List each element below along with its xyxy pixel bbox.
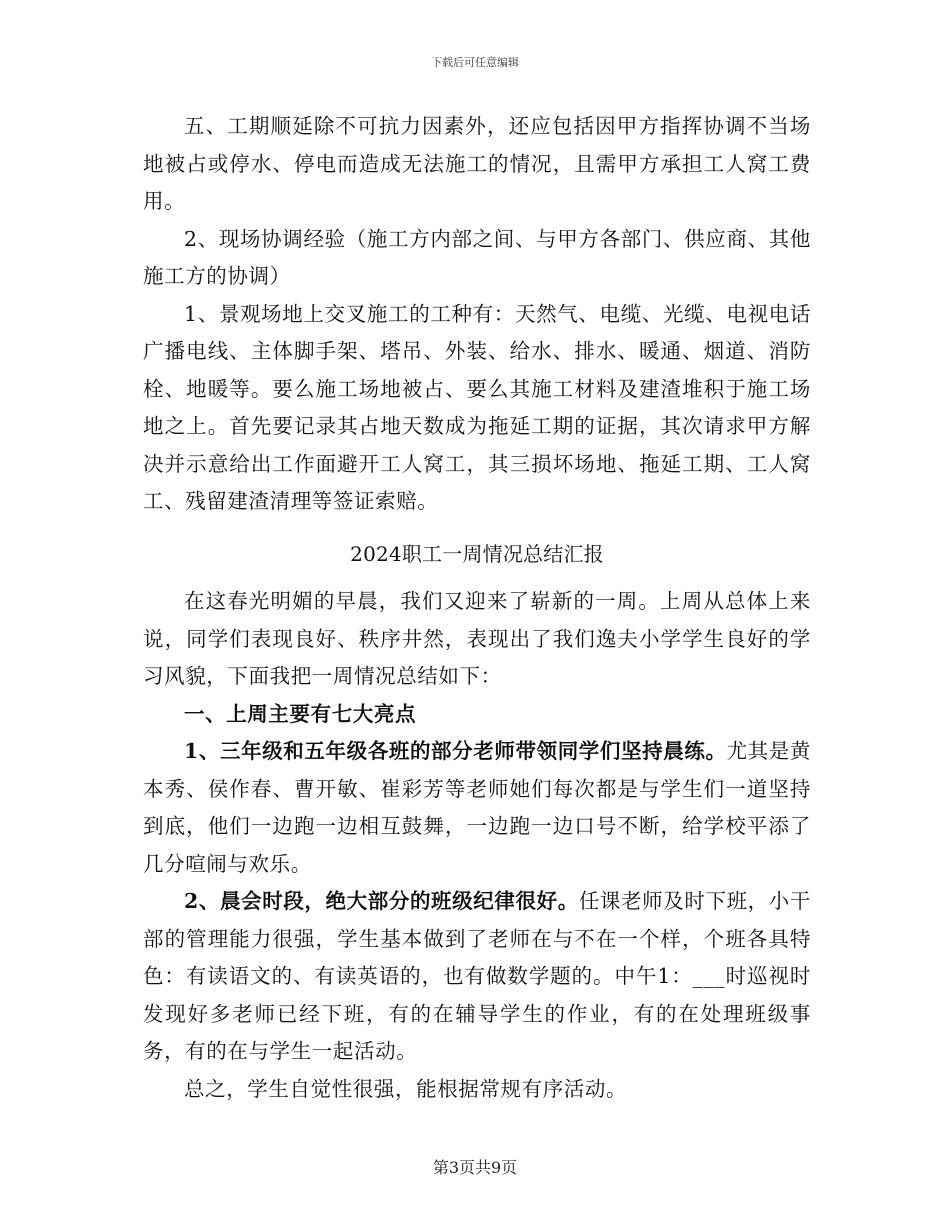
highlight-item-1-body: 尤其是黄本秀、侯作春、曹开敏、崔彩芳等老师她们每次都是与学生们一道坚持到底，他们一边跑一边相互鼓舞，一边跑一边口号不断，给学校平添了几分喧闹与欢乐。 (143, 739, 811, 876)
paragraph-cross-construction: 1、景观场地上交叉施工的工种有：天然气、电缆、光缆、电视电话广播电线、主体脚手架、塔吊、外装、给水、排水、暖通、烟道、消防栓、地暖等。要么施工场地被占、要么其施工材料及建渣堆积于施工场地之上。首先要记录其占地天数成为拖延工期的证据，其次请求甲方解决并示意给出工作面避开工人窝工，其三损坏场地、拖延工期、工人窝工、残留建渣清理等签证索赔。 (143, 301, 811, 513)
paragraph-schedule-extension: 五、工期顺延除不可抗力因素外，还应包括因甲方指挥协调不当场地被占或停水、停电而造成无法施工的情况，且需甲方承担工人窝工费用。 (143, 114, 811, 213)
highlight-item-1-lead: 1、三年级和五年级各班的部分老师带领同学们坚持晨练。 (184, 739, 727, 763)
page-header-note: 下载后可任意编辑 (431, 56, 519, 69)
report-title: 2024职工一周情况总结汇报 (350, 541, 604, 566)
section-heading-highlights: 一、上周主要有七大亮点 (184, 701, 417, 726)
page-footer-number: 第3页共9页 (432, 1158, 518, 1177)
report-summary: 总之，学生自觉性很强，能根据常规有序活动。 (184, 1076, 628, 1101)
highlight-item-2 (143, 883, 811, 1071)
report-intro: 在这春光明媚的早晨，我们又迎来了崭新的一周。上周从总体上来说，同学们表现良好、秩序井然，表现出了我们逸夫小学学生良好的学习风貌，下面我把一周情况总结如下： (143, 589, 811, 688)
paragraph-coordination-heading: 2、现场协调经验（施工方内部之间、与甲方各部门、供应商、其他施工方的协调） (143, 226, 811, 288)
document-body (143, 108, 811, 1108)
highlight-item-1 (143, 733, 811, 883)
highlight-item-2-body: 任课老师及时下班，小干部的管理能力很强，学生基本做到了老师在与不在一个样，个班各具特色：有读语文的、有读英语的，也有做数学题的。中午1：___时巡视时发现好多老师已经下班，有的在辅导学生的作业，有的在处理班级事务，有的在与学生一起活动。 (143, 889, 811, 1063)
highlight-item-2-lead: 2、晨会时段，绝大部分的班级纪律很好。 (184, 889, 579, 913)
